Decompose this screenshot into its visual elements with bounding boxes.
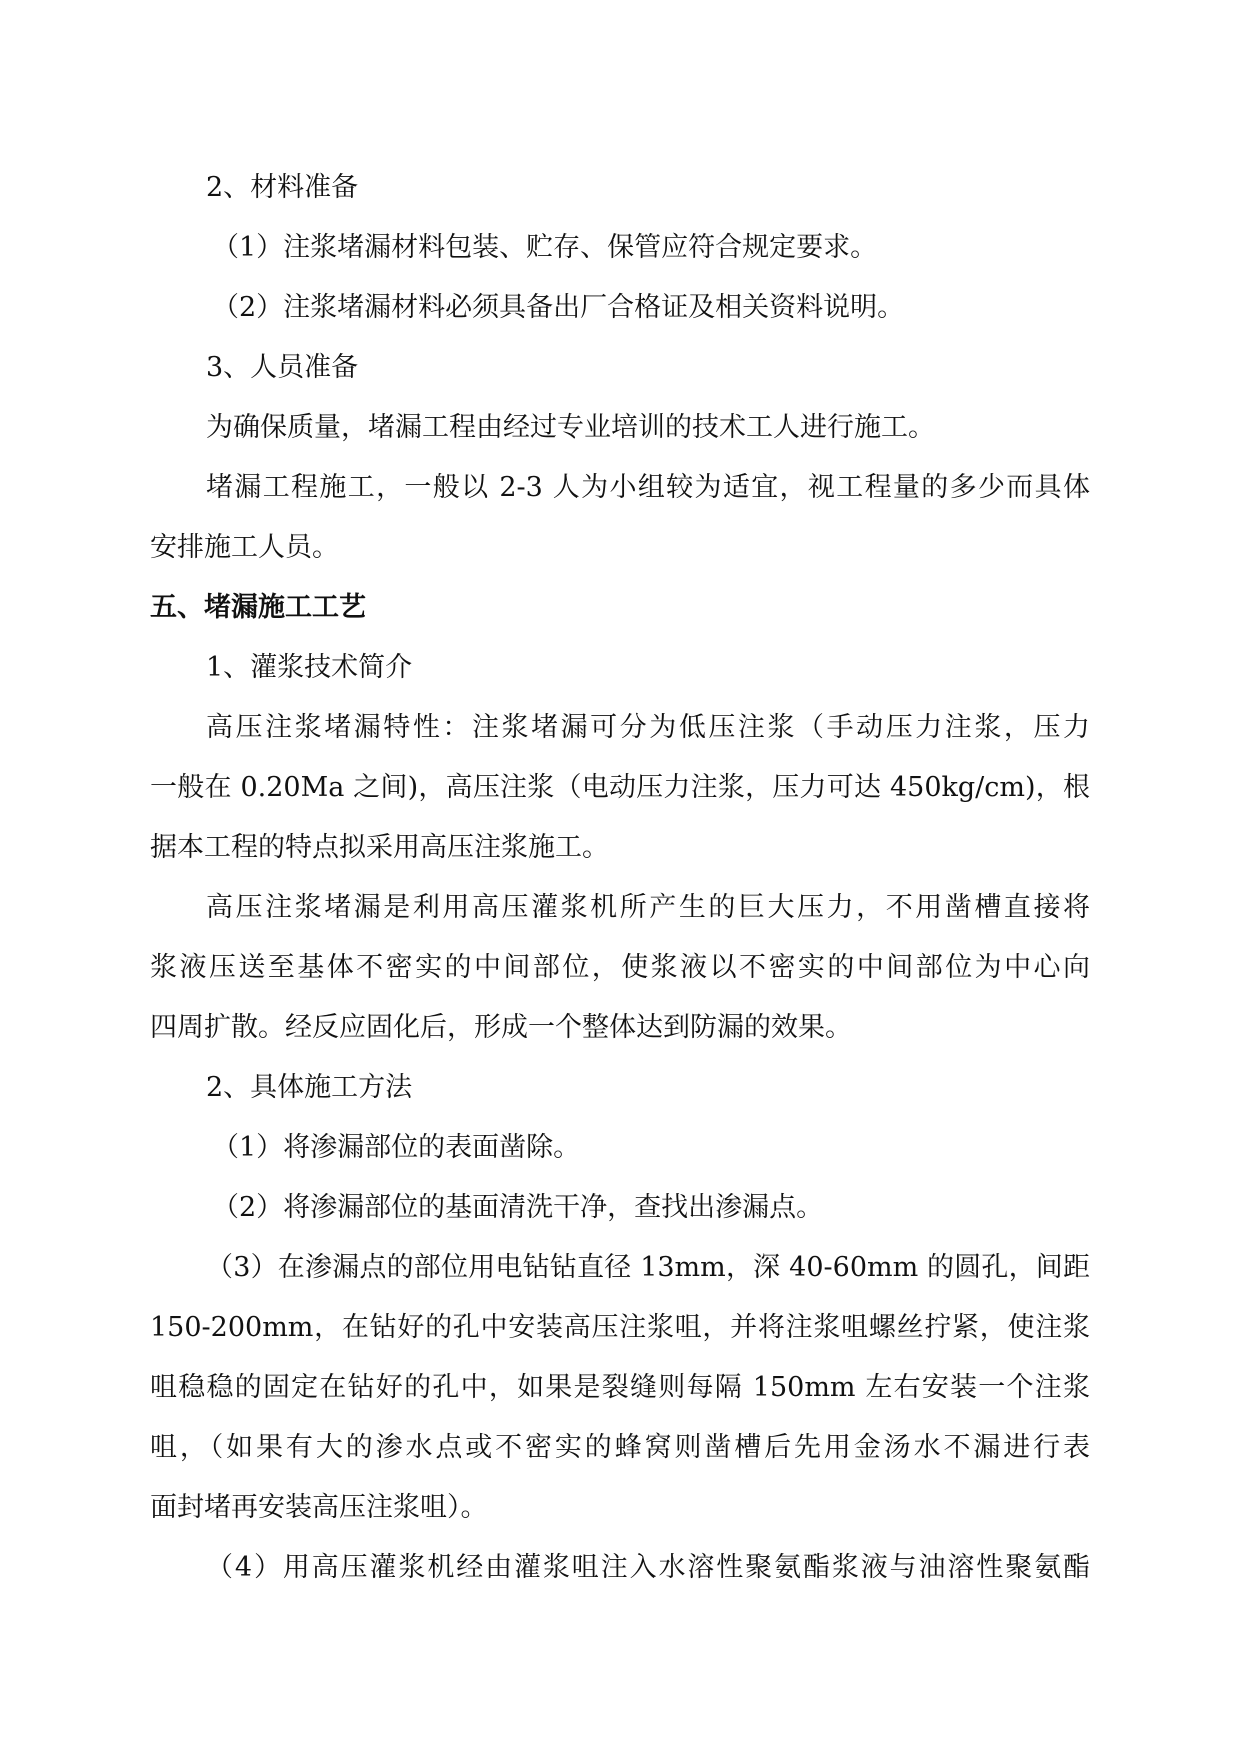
grouting-paragraph-2-line-1: 高压注浆堵漏是利用高压灌浆机所产生的巨大压力，不用凿槽直接将 <box>206 892 1090 923</box>
grouting-paragraph-2-line-3: 四周扩散。经反应固化后，形成一个整体达到防漏的效果。 <box>150 1012 852 1043</box>
method-item-3-line-4: 咀，（如果有大的渗水点或不密实的蜂窝则凿槽后先用金汤水不漏进行表 <box>150 1432 1090 1463</box>
personnel-paragraph-1: 为确保质量，堵漏工程由经过专业培训的技术工人进行施工。 <box>206 412 935 443</box>
method-item-3-line-2: 150-200mm，在钻好的孔中安装高压注浆咀，并将注浆咀螺丝拧紧，使注浆 <box>150 1312 1090 1343</box>
grouting-paragraph-1-line-1: 高压注浆堵漏特性：注浆堵漏可分为低压注浆（手动压力注浆，压力 <box>206 712 1090 743</box>
grouting-paragraph-1-line-3: 据本工程的特点拟采用高压注浆施工。 <box>150 832 609 863</box>
method-item-3-line-5: 面封堵再安装高压注浆咀）。 <box>150 1492 488 1523</box>
method-item-2: （2）将渗漏部位的基面清洗干净，查找出渗漏点。 <box>212 1192 824 1223</box>
materials-item-2: （2）注浆堵漏材料必须具备出厂合格证及相关资料说明。 <box>212 292 905 323</box>
method-item-3-line-1: （3）在渗漏点的部位用电钻钻直径 13mm，深 40-60mm 的圆孔，间距 <box>206 1252 1090 1283</box>
method-item-4-line-1: （4）用高压灌浆机经由灌浆咀注入水溶性聚氨酯浆液与油溶性聚氨酯 <box>206 1552 1090 1583</box>
subsection-materials-title: 2、材料准备 <box>206 172 359 203</box>
grouting-paragraph-2-line-2: 浆液压送至基体不密实的中间部位，使浆液以不密实的中间部位为中心向 <box>150 952 1090 983</box>
personnel-paragraph-2-line-1: 堵漏工程施工，一般以 2-3 人为小组较为适宜，视工程量的多少而具体 <box>206 472 1090 503</box>
grouting-paragraph-1-line-2: 一般在 0.20Ma 之间)，高压注浆（电动压力注浆，压力可达 450kg/cm)，根 <box>150 772 1090 803</box>
subsection-method-title: 2、具体施工方法 <box>206 1072 413 1103</box>
section-heading-5: 五、堵漏施工工艺 <box>150 592 366 623</box>
method-item-1: （1）将渗漏部位的表面凿除。 <box>212 1132 581 1163</box>
personnel-paragraph-2-line-2: 安排施工人员。 <box>150 532 339 563</box>
subsection-personnel-title: 3、人员准备 <box>206 352 359 383</box>
subsection-grouting-intro-title: 1、灌浆技术简介 <box>206 652 413 683</box>
method-item-3-line-3: 咀稳稳的固定在钻好的孔中，如果是裂缝则每隔 150mm 左右安装一个注浆 <box>150 1372 1090 1403</box>
materials-item-1: （1）注浆堵漏材料包装、贮存、保管应符合规定要求。 <box>212 232 878 263</box>
